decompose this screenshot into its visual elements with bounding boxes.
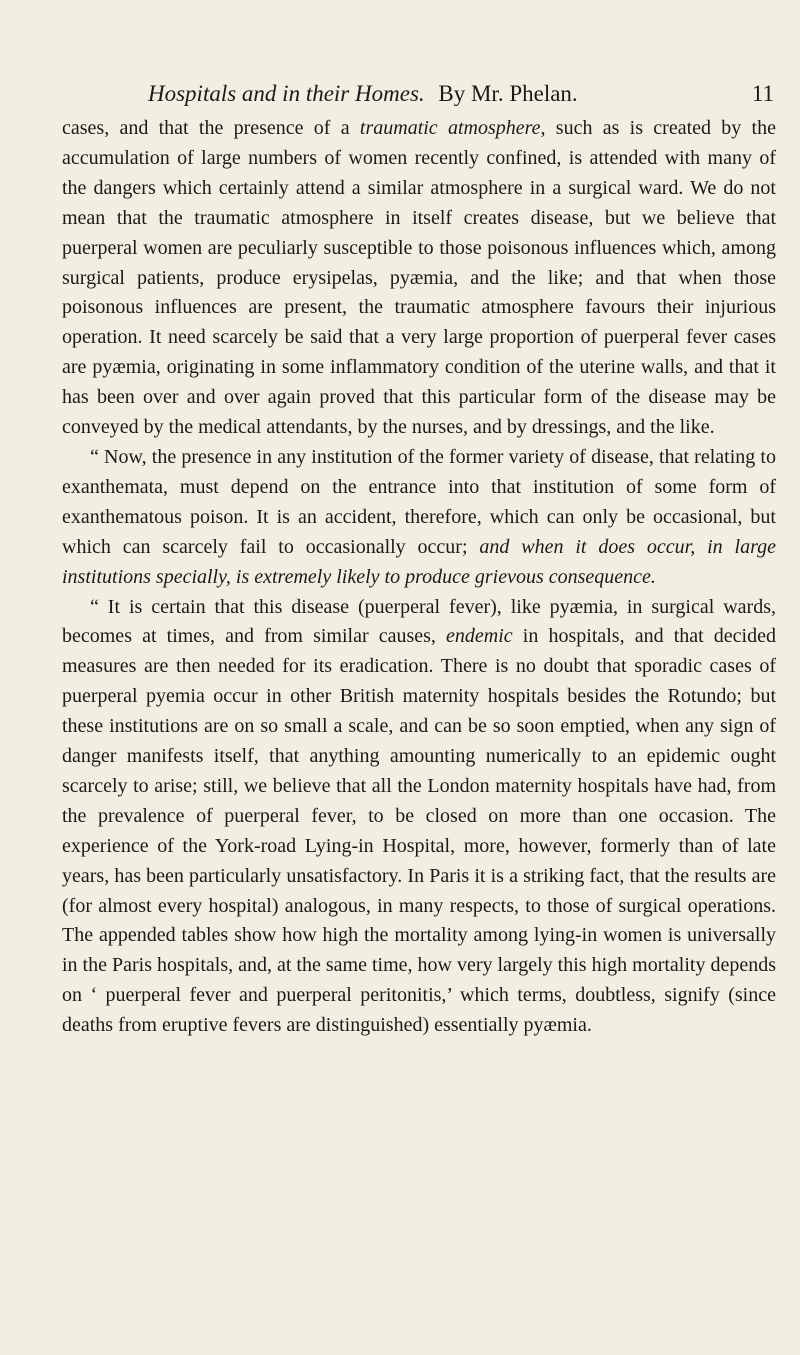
text-run: “ Now, the presence in any institution of the former variety of disease, that relating to exanthemata, must depend on the entrance into that institution of some form of exanthematous poison. It is an accident, therefore, which can only be occasional, but which can scarcely fail to occasionally occur; [62,445,776,558]
text-run: cases, and that the presence of a [62,117,360,139]
text-run: , such as is created by the accumulation of large numbers of women recently confined, is attended with many of the dangers which certainly attend a similar atmosphere in a surgical ward. We do not mean that the traumatic atmosphere in itself creates disease, but we believe that puerperal women are peculiarly susceptible to those poisonous influences which, among surgical patients, produce erysipelas, pyæmia, and the like; and that when those poisonous influences are present, the traumatic atmosphere favours their injurious operation. It need scarcely be said that a very large proportion of puerperal fever cases are pyæmia, originating in some inflammatory condition of the uterine walls, and that it has been over and over again proved that this particular form of the disease may be conveyed by the medical attendants, by the nurses, and by dressings, and the like. [62,117,776,439]
running-author: By Mr. Phelan. [438,81,578,106]
italic-text-run: traumatic atmosphere [359,117,541,139]
running-title: Hospitals and in their Homes. [148,81,425,106]
text-run: “ It is certain that this disease (puerperal fever), like pyæmia, in surgical wards, becomes at times, and from similar causes, [62,595,776,648]
italic-text-run: endemic [446,625,513,648]
page-number: 11 [751,81,774,106]
text-run: in hospitals, and that decided measures are then needed for its eradication. There is no doubt that sporadic cases of puerperal pyemia occur in other British maternity hospitals besides the Rotundo; but these institutions are on so small a scale, and can be so soon emptied, when any sign of danger manifests itself, that anything amounting numerically to an epidemic ought scarcely to arise; still, we believe that all the London maternity hospitals have had, from the prevalence of puerperal fever, to be closed on more than one occasion. The experience of the York-road Lying-in Hospital, more, however, formerly than of late years, has been particularly unsatisfactory. In Paris it is a striking fact, that the results are (for almost every hospital) analogous, in many respects, to those of surgical operations. The appended tables show how high the mortality among lying-in women is universally in the Paris hospitals, and, at the same time, how very largely this high mortality depends on ‘ puerperal fever and puerperal peritonitis,’ which terms, doubtless, signify (since deaths from eruptive fevers are distinguished) essentially pyæmia. [62,625,776,1037]
body-text [62,114,776,1041]
paragraph-3 [62,593,776,1042]
running-header [148,80,774,108]
paragraph-2 [62,443,776,593]
italic-text-run: and when it does occur, in large institutions specially, is extremely likely to produce grievous consequence. [62,535,776,588]
paragraph-1 [62,114,776,443]
